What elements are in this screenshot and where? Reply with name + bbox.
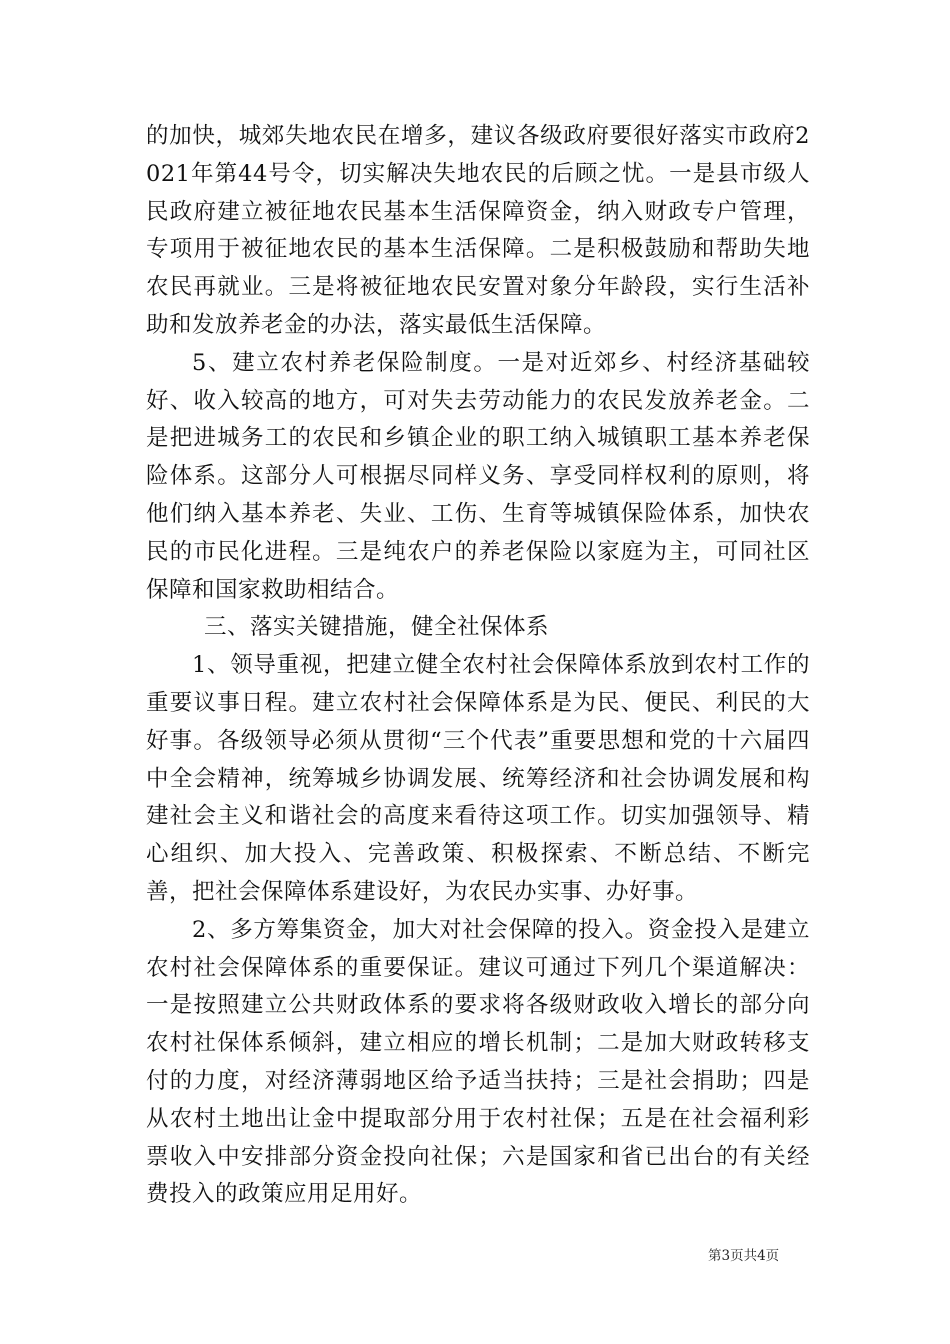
paragraph-continued: 的加快，城郊失地农民在增多，建议各级政府要很好落实市政府2021年第44号令，切实解决失地农民的后顾之忧。一是县市级人民政府建立被征地农民基本生活保障资金，纳入财政专户管理，专项用于被征地农民的基本生活保障。二是积极鼓励和帮助失地农民再就业。三是将被征地农民安置对象分年龄段，实行生活补助和发放养老金的办法，落实最低生活保障。 bbox=[146, 123, 810, 338]
paragraph-leadership: 1、领导重视，把建立健全农村社会保障体系放到农村工作的重要议事日程。建立农村社会保障体系是为民、便民、利民的大好事。各级领导必须从贯彻“三个代表”重要思想和党的十六届四中全会精神，统筹城乡协调发展、统筹经济和社会协调发展和构建社会主义和谐社会的高度来看待这项工作。切实加强领导、精心组织、加大投入、完善政策、积极探索、不断总结、不断完善，把社会保障体系建设好，为农民办实事、办好事。 bbox=[146, 652, 810, 905]
paragraph-funding: 2、多方筹集资金，加大对社会保障的投入。资金投入是建立农村社会保障体系的重要保证。建议可通过下列几个渠道解决：一是按照建立公共财政体系的要求将各级财政收入增长的部分向农村社保体系倾斜，建立相应的增长机制；二是加大财政转移支付的力度，对经济薄弱地区给予适当扶持；三是社会捐助；四是从农村土地出让金中提取部分用于农村社保；五是在社会福利彩票收入中安排部分资金投向社保；六是国家和省已出台的有关经费投入的政策应用足用好。 bbox=[146, 916, 810, 1208]
section-heading: 三、落实关键措施，健全社保体系 bbox=[204, 614, 550, 641]
document-body bbox=[146, 118, 810, 1214]
page-number: 第3页共4页 bbox=[708, 1248, 780, 1264]
paragraph-rural-pension: 5、建立农村养老保险制度。一是对近郊乡、村经济基础较好、收入较高的地方，可对失去劳动能力的农民发放养老金。二是把进城务工的农民和乡镇企业的职工纳入城镇职工基本养老保险体系。这部分人可根据尽同样义务、享受同样权利的原则，将他们纳入基本养老、失业、工伤、生育等城镇保险体系，加快农民的市民化进程。三是纯农户的养老保险以家庭为主，可同社区保障和国家救助相结合。 bbox=[146, 349, 810, 603]
